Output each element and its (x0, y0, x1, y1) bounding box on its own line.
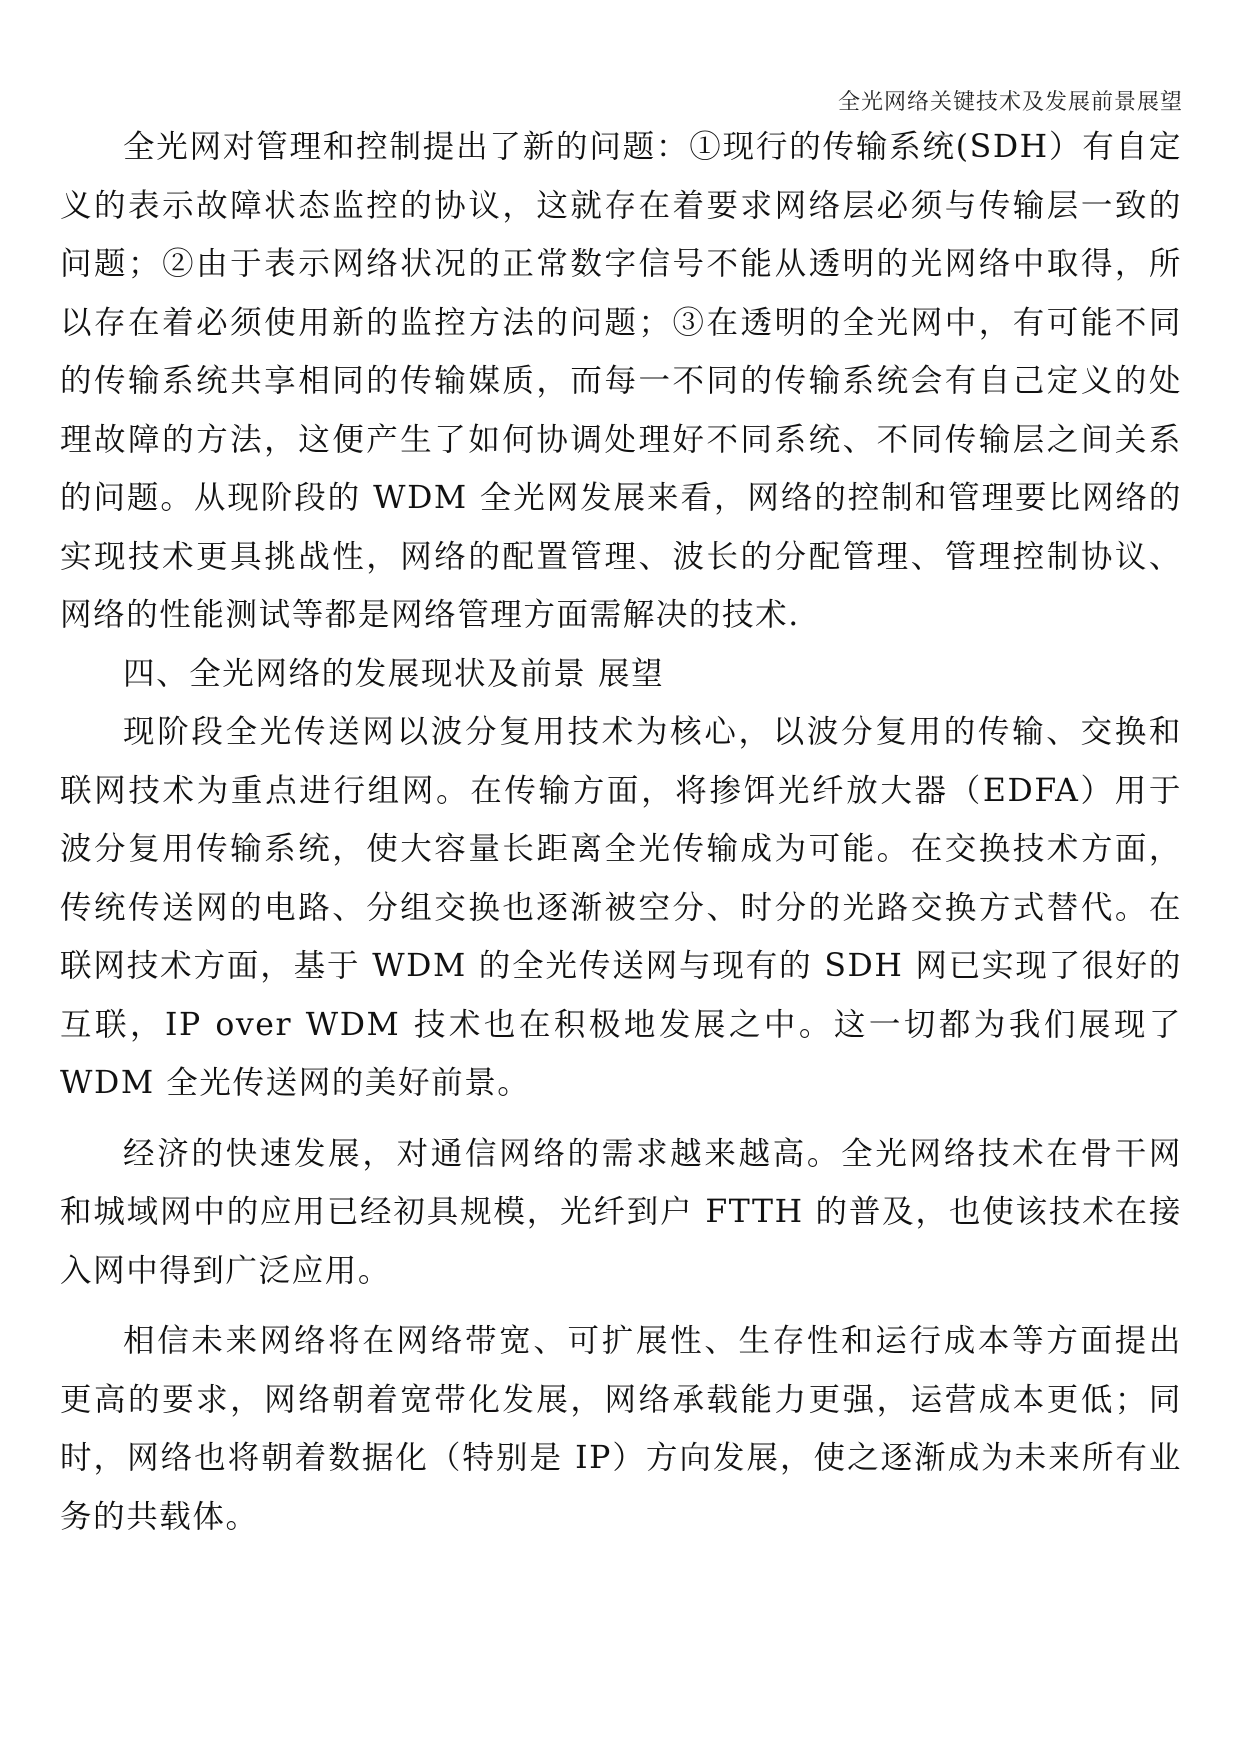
section-heading: 四、全光网络的发展现状及前景 展望 (123, 655, 665, 692)
running-header: 全光网络关键技术及发展前景展望 (837, 90, 1183, 115)
paragraph-current-status: 现阶段全光传送网以波分复用技术为核心，以波分复用的传输、交换和联网技术为重点进行组网。在传输方面，将掺饵光纤放大器（EDFA）用于波分复用传输系统，使大容量长距离全光传输成为可能。在交换技术方面，传统传送网的电路、分组交换也逐渐被空分、时分的光路交换方式替代。在联网技术方面，基于 WDM 的全光传送网与现有的 SDH 网已实现了很好的互联，IP over WDM 技术也在积极地发展之中。这一切都为我们展现了 WDM 全光传送网的美好前景。 (60, 714, 1182, 1101)
paragraph-management-control: 全光网对管理和控制提出了新的问题：①现行的传输系统(SDH）有自定义的表示故障状态监控的协议，这就存在着要求网络层必须与传输层一致的问题；②由于表示网络状况的正常数字信号不能从透明的光网络中取得，所以存在着必须使用新的监控方法的问题；③在透明的全光网中，有可能不同的传输系统共享相同的传输媒质，而每一不同的传输系统会有自己定义的处理故障的方法，这便产生了如何协调处理好不同系统、不同传输层之间关系的问题。从现阶段的 WDM 全光网发展来看，网络的控制和管理要比网络的实现技术更具挑战性，网络的配置管理、波长的分配管理、管理控制协议、网络的性能测试等都是网络管理方面需解决的技术. (60, 129, 1182, 633)
paragraph-future-outlook: 相信未来网络将在网络带宽、可扩展性、生存性和运行成本等方面提出更高的要求，网络朝着宽带化发展，网络承载能力更强，运营成本更低；同时，网络也将朝着数据化（特别是 IP）方向发展，使之逐渐成为未来所有业务的共载体。 (60, 1323, 1182, 1535)
body-text (60, 118, 1182, 1546)
paragraph-economic-development: 经济的快速发展，对通信网络的需求越来越高。全光网络技术在骨干网和城域网中的应用已经初具规模，光纤到户 FTTH 的普及，也使该技术在接入网中得到广泛应用。 (60, 1135, 1182, 1289)
